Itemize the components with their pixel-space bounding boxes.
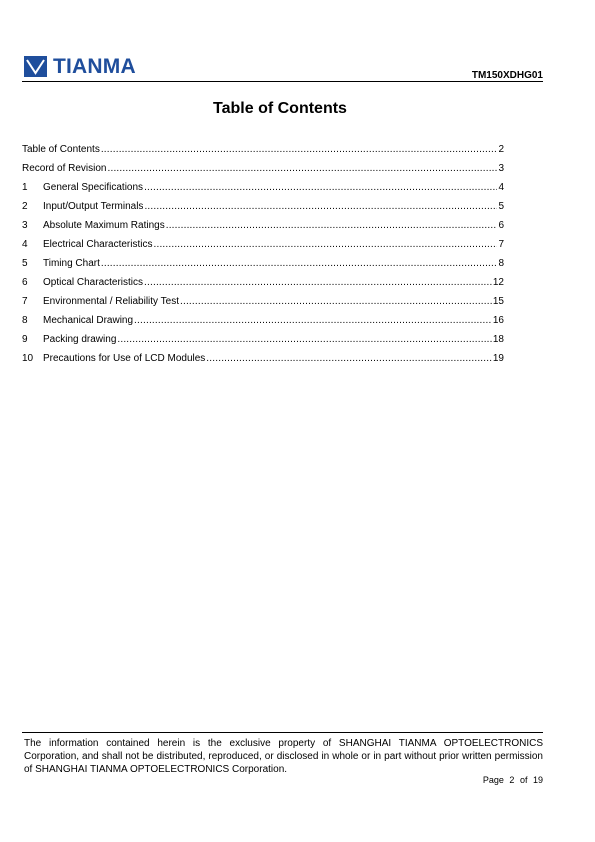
page-word: Page [482,775,504,785]
toc-entry-title: Timing Chart [43,258,100,269]
toc-entry-page: 5 [498,201,504,212]
tianma-v-logo-icon [24,56,47,77]
toc-entry-title: Packing drawing [43,334,117,345]
page-title: Table of Contents [213,100,347,117]
toc-dot-leader [117,334,492,345]
toc-entry-number: 7 [22,296,28,307]
toc-entry-title: Mechanical Drawing [43,315,134,326]
page-current: 2 [509,775,515,785]
document-id: TM150XDHG01 [471,70,543,81]
table-of-contents [22,144,504,372]
toc-entry-number: 1 [22,182,28,193]
toc-entry[interactable] [22,239,504,258]
toc-entry-title: General Specifications [43,182,144,193]
toc-entry-title: Absolute Maximum Ratings [43,220,165,231]
page-of: of [519,775,528,785]
toc-entry[interactable] [22,220,504,239]
toc-entry-number: 10 [22,353,34,364]
toc-entry[interactable] [22,201,504,220]
toc-entry-page: 7 [498,239,504,250]
toc-dot-leader [206,353,492,364]
toc-entry-number: 4 [22,239,28,250]
brand-name: TIANMA [53,55,136,78]
toc-entry-page: 18 [492,334,504,345]
toc-entry[interactable] [22,163,504,182]
footer-divider [22,732,543,733]
toc-entry[interactable] [22,258,504,277]
toc-dot-leader [144,201,497,212]
toc-dot-leader [134,315,492,326]
toc-dot-leader [180,296,492,307]
toc-dot-leader [166,220,498,231]
toc-entry-page: 6 [498,220,504,231]
confidentiality-notice: The information contained herein is the exclusive property of SHANGHAI TIANMA OPTOELECTRONICS Corporation, and shall not be distributed, reproduced, or disclosed in whole or in part without prior written permission of SHANGHAI TIANMA OPTOELECTRONICS Corporation. [24,738,543,775]
toc-entry-page: 2 [498,144,504,155]
toc-entry-number: 5 [22,258,28,269]
toc-entry-page: 3 [498,163,504,174]
toc-entry-number: 6 [22,277,28,288]
page-total: 19 [532,775,543,785]
toc-entry-page: 16 [492,315,504,326]
toc-dot-leader [101,258,498,269]
toc-entry-page: 15 [492,296,504,307]
toc-entry-title: Table of Contents [22,144,100,155]
toc-entry[interactable] [22,144,504,163]
toc-entry-title: Optical Characteristics [43,277,144,288]
toc-entry-page: 12 [492,277,504,288]
header-divider [22,81,543,82]
toc-entry-page: 4 [498,182,504,193]
toc-entry-title: Record of Revision [22,163,107,174]
page-number [483,775,543,785]
toc-entry-title: Electrical Characteristics [43,239,153,250]
toc-entry-title: Environmental / Reliability Test [43,296,179,307]
toc-entry-title: Precautions for Use of LCD Modules [43,353,206,364]
toc-entry[interactable] [22,334,504,353]
toc-entry-page: 19 [492,353,504,364]
toc-entry-number: 8 [22,315,28,326]
toc-entry[interactable] [22,315,504,334]
toc-dot-leader [107,163,497,174]
toc-entry-number: 9 [22,334,28,345]
toc-entry[interactable] [22,296,504,315]
toc-entry[interactable] [22,182,504,201]
toc-entry-number: 3 [22,220,28,231]
toc-dot-leader [101,144,498,155]
toc-entry[interactable] [22,353,504,372]
toc-entry-page: 8 [498,258,504,269]
toc-dot-leader [144,182,497,193]
toc-dot-leader [153,239,497,250]
toc-dot-leader [144,277,492,288]
company-logo [24,56,136,77]
toc-entry-title: Input/Output Terminals [43,201,144,212]
toc-entry-number: 2 [22,201,28,212]
toc-entry[interactable] [22,277,504,296]
